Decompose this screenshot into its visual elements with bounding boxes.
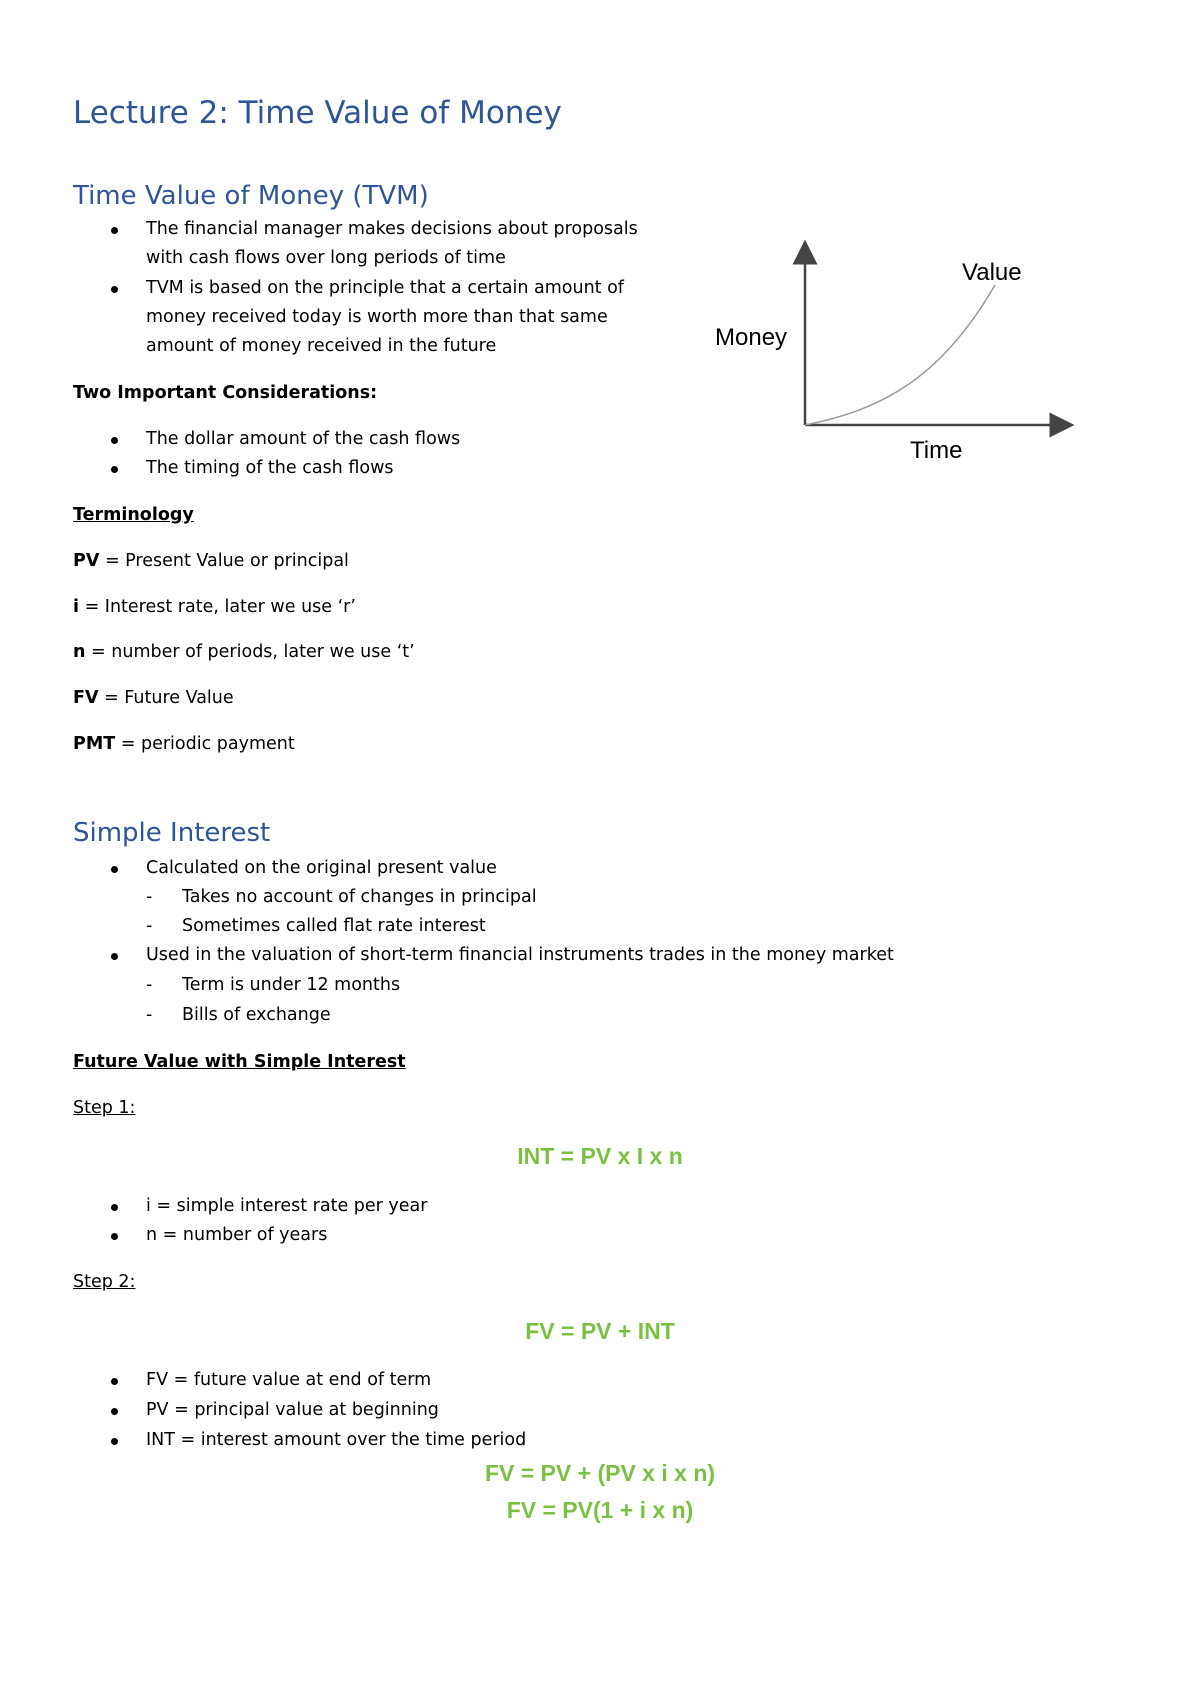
- dash-icon: -: [146, 916, 153, 936]
- step-1-label: Step 1:: [73, 1098, 136, 1118]
- bullet-icon: [111, 1233, 118, 1240]
- tvm-bullet-2-line-1: TVM is based on the principle that a certain amount of: [146, 278, 624, 298]
- bullet-icon: [111, 953, 118, 960]
- term-name: PMT: [73, 734, 116, 754]
- simple-sub-4: Bills of exchange: [182, 1005, 331, 1025]
- dash-icon: -: [146, 1005, 153, 1025]
- step2-bullet-2: PV = principal value at beginning: [146, 1400, 439, 1420]
- simple-sub-2: Sometimes called flat rate interest: [182, 916, 486, 936]
- bullet-icon: [111, 227, 118, 234]
- fv-simple-heading: Future Value with Simple Interest: [73, 1052, 406, 1072]
- step2-bullet-1: FV = future value at end of term: [146, 1370, 432, 1390]
- time-value-figure: [700, 240, 1080, 470]
- term-row: [73, 734, 295, 754]
- y-axis-label: Money: [715, 324, 788, 351]
- tvm-bullet-1-line-1: The financial manager makes decisions about proposals: [146, 219, 638, 239]
- simple-interest-heading: Simple Interest: [73, 818, 271, 848]
- considerations-heading: Two Important Considerations:: [73, 383, 378, 403]
- simple-sub-1: Takes no account of changes in principal: [182, 887, 537, 907]
- x-axis-label: Time: [910, 437, 963, 464]
- consideration-2: The timing of the cash flows: [146, 458, 394, 478]
- bullet-icon: [111, 437, 118, 444]
- term-row: [73, 597, 356, 617]
- term-definition: = Interest rate, later we use ‘r’: [79, 597, 356, 617]
- term-row: [73, 551, 349, 571]
- formula-fv-expanded: FV = PV + (PV x i x n): [484, 1460, 716, 1486]
- dash-icon: -: [146, 975, 153, 995]
- value-curve: [805, 285, 995, 425]
- term-row: [73, 688, 234, 708]
- step-2-label: Step 2:: [73, 1272, 136, 1292]
- consideration-1: The dollar amount of the cash flows: [146, 429, 461, 449]
- term-definition: = Future Value: [98, 688, 234, 708]
- terminology-heading: Terminology: [73, 505, 194, 525]
- step1-bullet-1: i = simple interest rate per year: [146, 1196, 428, 1216]
- tvm-bullet-2-line-2: money received today is worth more than that same: [146, 307, 608, 327]
- page-title: Lecture 2: Time Value of Money: [73, 95, 562, 131]
- tvm-bullet-2-line-3: amount of money received in the future: [146, 336, 497, 356]
- simple-bullet-2: Used in the valuation of short-term financial instruments trades in the money market: [146, 945, 894, 965]
- step1-bullet-2: n = number of years: [146, 1225, 328, 1245]
- step2-bullet-3: INT = interest amount over the time period: [146, 1430, 527, 1450]
- term-name: PV: [73, 551, 100, 571]
- term-name: FV: [73, 688, 99, 708]
- term-name: i: [73, 597, 79, 617]
- bullet-icon: [111, 466, 118, 473]
- bullet-icon: [111, 1204, 118, 1211]
- term-definition: = Present Value or principal: [99, 551, 349, 571]
- term-name: n: [73, 642, 86, 662]
- simple-sub-3: Term is under 12 months: [182, 975, 401, 995]
- bullet-icon: [111, 1378, 118, 1385]
- tvm-bullet-1-line-2: with cash flows over long periods of time: [146, 248, 506, 268]
- formula-fv: FV = PV + INT: [525, 1318, 675, 1344]
- formula-int: INT = PV x I x n: [517, 1143, 683, 1169]
- bullet-icon: [111, 866, 118, 873]
- formula-fv-factored: FV = PV(1 + i x n): [506, 1497, 694, 1523]
- term-definition: = number of periods, later we use ‘t’: [85, 642, 415, 662]
- bullet-icon: [111, 1408, 118, 1415]
- term-definition: = periodic payment: [115, 734, 295, 754]
- dash-icon: -: [146, 887, 153, 907]
- bullet-icon: [111, 286, 118, 293]
- curve-label: Value: [962, 259, 1022, 286]
- tvm-heading: Time Value of Money (TVM): [73, 181, 429, 211]
- bullet-icon: [111, 1438, 118, 1445]
- term-row: [73, 642, 415, 662]
- simple-bullet-1: Calculated on the original present value: [146, 858, 497, 878]
